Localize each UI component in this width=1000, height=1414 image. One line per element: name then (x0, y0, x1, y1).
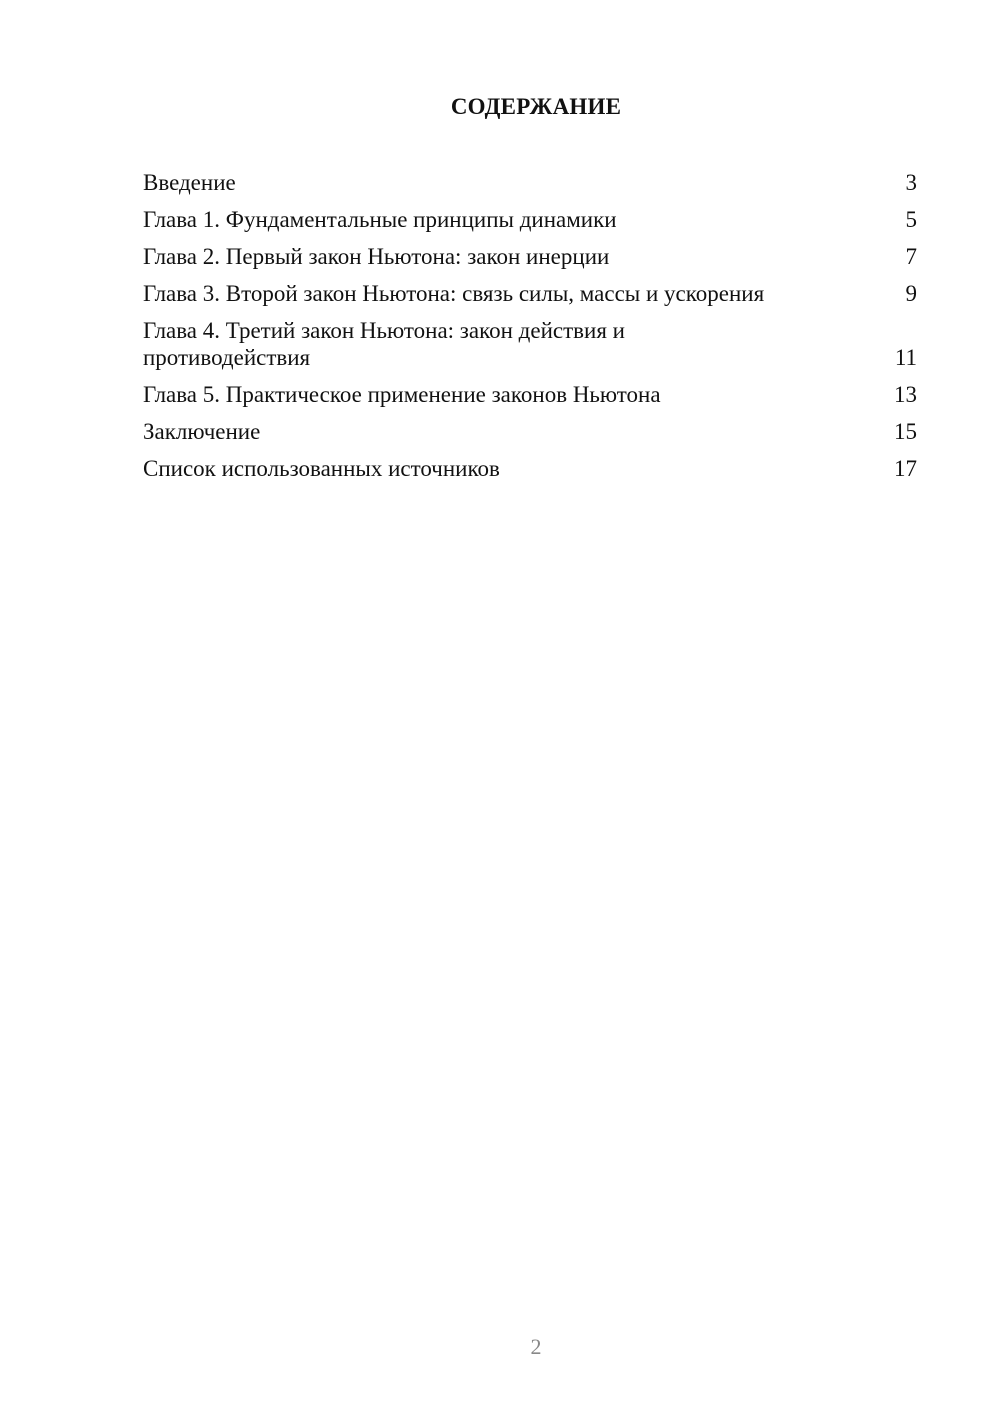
toc-entry-label: Глава 4. Третий закон Ньютона: закон действия и противодействия (143, 318, 625, 370)
toc-entry-label: Глава 2. Первый закон Ньютона: закон инерции (143, 244, 610, 269)
toc-entry-introduction (143, 169, 919, 196)
toc-entry-label: Заключение (143, 419, 261, 444)
toc-entry-conclusion (143, 418, 919, 445)
toc-title: СОДЕРЖАНИЕ (450, 94, 622, 119)
toc-entry-page: 9 (905, 281, 917, 306)
toc-entry-references (143, 455, 919, 482)
toc-entry-chapter-3 (143, 280, 919, 307)
toc-entry-label: Список использованных источников (143, 456, 500, 481)
toc-entry-page: 7 (905, 244, 917, 269)
toc-entry-page: 5 (905, 207, 917, 232)
toc-entry-chapter-5 (143, 381, 919, 408)
toc-entry-page: 17 (894, 456, 917, 481)
toc-entry-label: Глава 3. Второй закон Ньютона: связь силы, массы и ускорения (143, 281, 765, 306)
toc-entry-chapter-1 (143, 206, 919, 233)
page-number: 2 (530, 1334, 542, 1359)
toc-entry-label: Глава 1. Фундаментальные принципы динамики (143, 207, 617, 232)
toc-entry-label: Введение (143, 170, 236, 195)
toc-entry-chapter-4 (143, 317, 919, 371)
toc-entry-page: 3 (905, 170, 917, 195)
toc-entry-page: 13 (894, 382, 917, 407)
toc-list (143, 169, 919, 492)
toc-entry-page: 15 (894, 419, 917, 444)
toc-entry-label: Глава 5. Практическое применение законов Ньютона (143, 382, 661, 407)
toc-entry-page: 11 (894, 345, 917, 370)
toc-entry-chapter-2 (143, 243, 919, 270)
